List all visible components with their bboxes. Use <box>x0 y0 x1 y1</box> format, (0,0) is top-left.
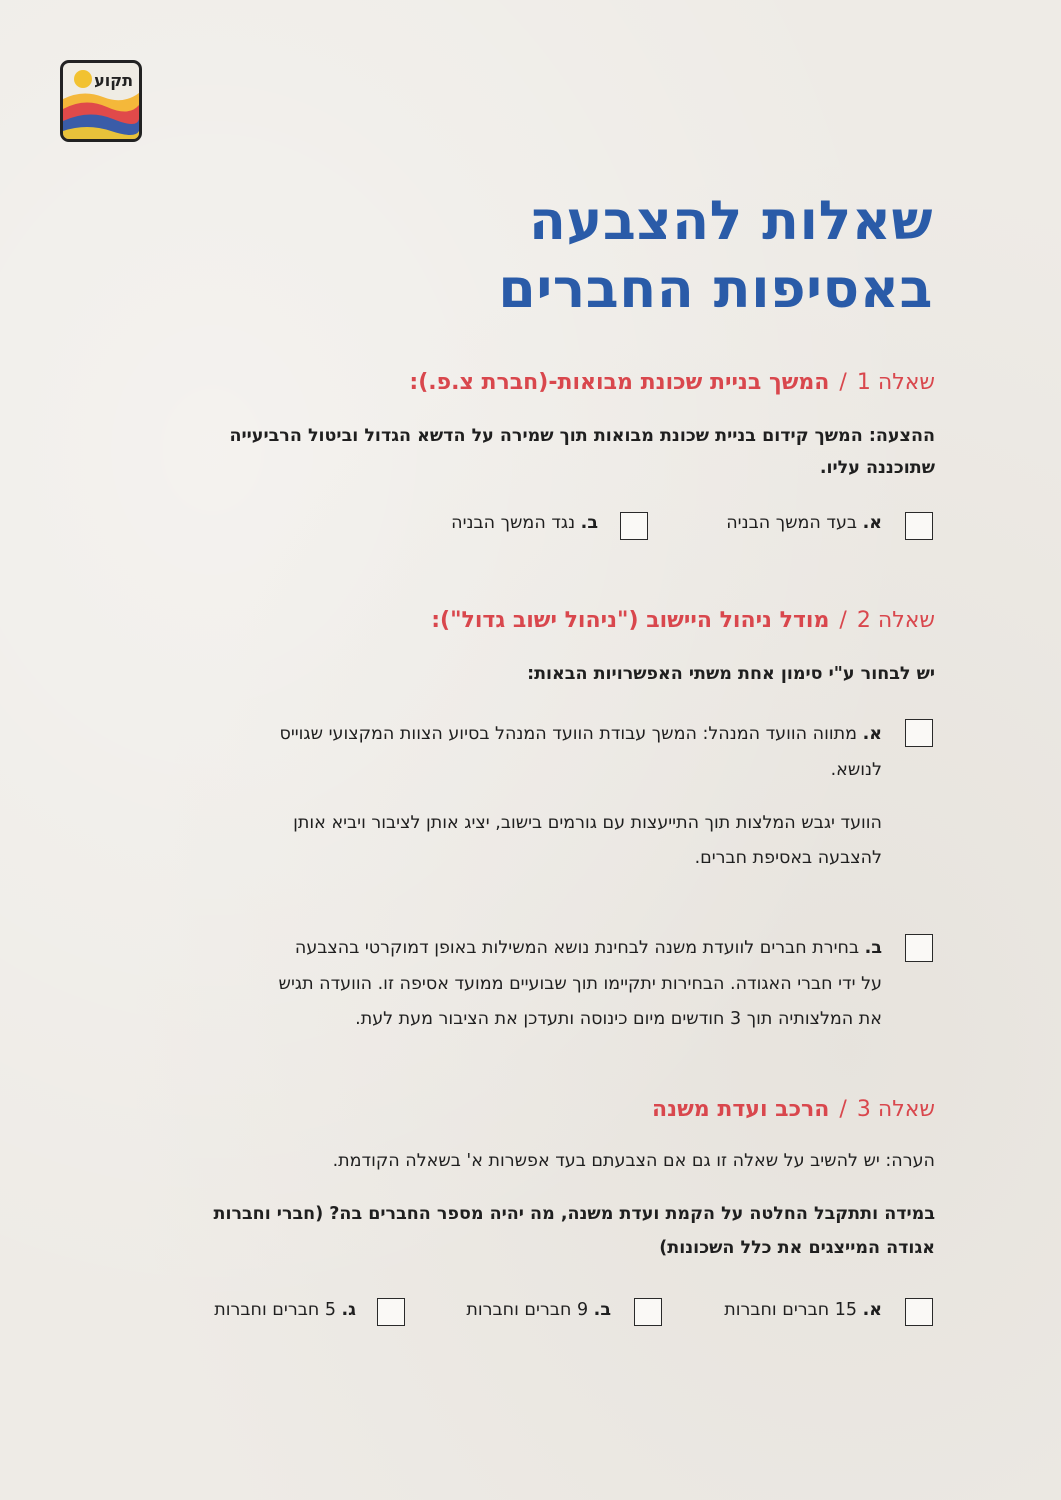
question-1-option-b-checkbox[interactable] <box>620 512 648 540</box>
question-2-instruction: יש לבחור ע"י סימון אחת משתי האפשרויות הבאות: <box>527 664 935 684</box>
option-letter: ג. <box>341 1300 356 1320</box>
question-2-option-a-line2: לנושא. <box>830 760 882 780</box>
option-text: בעד המשך הבניה <box>726 513 858 533</box>
option-text: 15 חברים וחברות <box>724 1300 858 1320</box>
question-2-option-a-line1 <box>279 717 882 751</box>
option-letter: א. <box>862 1300 882 1320</box>
logo <box>60 60 142 142</box>
question-2-label: שאלה 2 <box>856 608 935 633</box>
question-1-label: שאלה 1 <box>856 370 935 395</box>
page-title-line2: באסיפות החברים <box>498 257 933 320</box>
question-2-option-a-checkbox[interactable] <box>905 719 933 747</box>
question-2-option-b-line2: על ידי חברי האגודה. הבחירות יתקיימו תוך שבועיים ממועד אסיפה זו. הוועדה תגיש <box>278 974 882 994</box>
question-1-option-a-checkbox[interactable] <box>905 512 933 540</box>
question-2-option-b-checkbox[interactable] <box>905 934 933 962</box>
option-text: בחירת חברים לוועדת משנה לבחינת נושא המשילות באופן דמוקרטי בהצבעה <box>294 938 860 958</box>
option-text: 5 חברים וחברות <box>214 1300 336 1320</box>
question-1-option-b <box>451 513 598 533</box>
question-3-option-a <box>724 1300 882 1320</box>
question-2-option-a-paragraph2-line1: הוועד יגבש המלצות תוך התייעצות עם גורמים בישוב, יציג אותן לציבור ויביא אותן <box>293 813 882 833</box>
option-letter: א. <box>862 724 882 744</box>
option-text: 9 חברים וחברות <box>466 1300 589 1320</box>
question-3-question-line2: אגודה המייצגים את כלל השכונות) <box>659 1238 935 1258</box>
question-3-topic: הרכב ועדת משנה <box>651 1097 830 1122</box>
option-text: נגד המשך הבניה <box>451 513 576 533</box>
question-3-option-c <box>214 1300 356 1320</box>
question-1-separator: / <box>839 370 847 395</box>
question-1-option-a <box>726 513 882 533</box>
question-3-heading <box>652 1097 935 1123</box>
question-3-question-line1: במידה ותתקבל החלטה על הקמת ועדת משנה, מה יהיה מספר החברים בה? (חברי וחברות <box>213 1204 935 1224</box>
question-3-separator: / <box>839 1097 847 1122</box>
question-3-label: שאלה 3 <box>856 1097 935 1122</box>
question-3-option-b-checkbox[interactable] <box>634 1298 662 1326</box>
question-1-heading <box>409 370 935 396</box>
question-2-option-b-line1 <box>295 931 882 965</box>
question-1-topic: המשך בניית שכונת מבואות-(חברת צ.פ.): <box>409 370 830 395</box>
option-letter: ב. <box>593 1300 611 1320</box>
question-2-heading <box>431 608 935 634</box>
page-title-line1: שאלות להצבעה <box>528 189 933 252</box>
question-2-option-a-paragraph2-line2: להצבעה באסיפת חברים. <box>694 848 882 868</box>
question-3-option-a-checkbox[interactable] <box>905 1298 933 1326</box>
option-letter: ב. <box>580 513 598 533</box>
question-1-proposal-line1: ההצעה: המשך קידום בניית שכונת מבואות תוך שמירה על הדשא הגדול וביטול הרביעייה <box>229 426 935 446</box>
logo-text: תקוע <box>94 71 133 90</box>
question-3-note: הערה: יש להשיב על שאלה זו גם אם הצבעתם בעד אפשרות א' בשאלה הקודמת. <box>332 1151 935 1171</box>
question-2-separator: / <box>839 608 847 633</box>
option-text: מתווה הוועד המנהל: המשך עבודת הוועד המנהל בסיוע הצוות המקצועי שגוייס <box>279 724 858 744</box>
question-3-option-c-checkbox[interactable] <box>377 1298 405 1326</box>
question-2-topic: מודל ניהול היישוב ("ניהול ישוב גדול"): <box>431 608 830 633</box>
question-3-option-b <box>466 1300 611 1320</box>
question-1-proposal-line2: שתוכננה עליו. <box>819 458 935 478</box>
option-letter: א. <box>862 513 882 533</box>
option-letter: ב. <box>864 938 882 958</box>
question-2-option-b-line3: את המלצותיה תוך 3 חודשים מיום כינוסה ותעדכן את הציבור מעת לעת. <box>355 1009 882 1029</box>
